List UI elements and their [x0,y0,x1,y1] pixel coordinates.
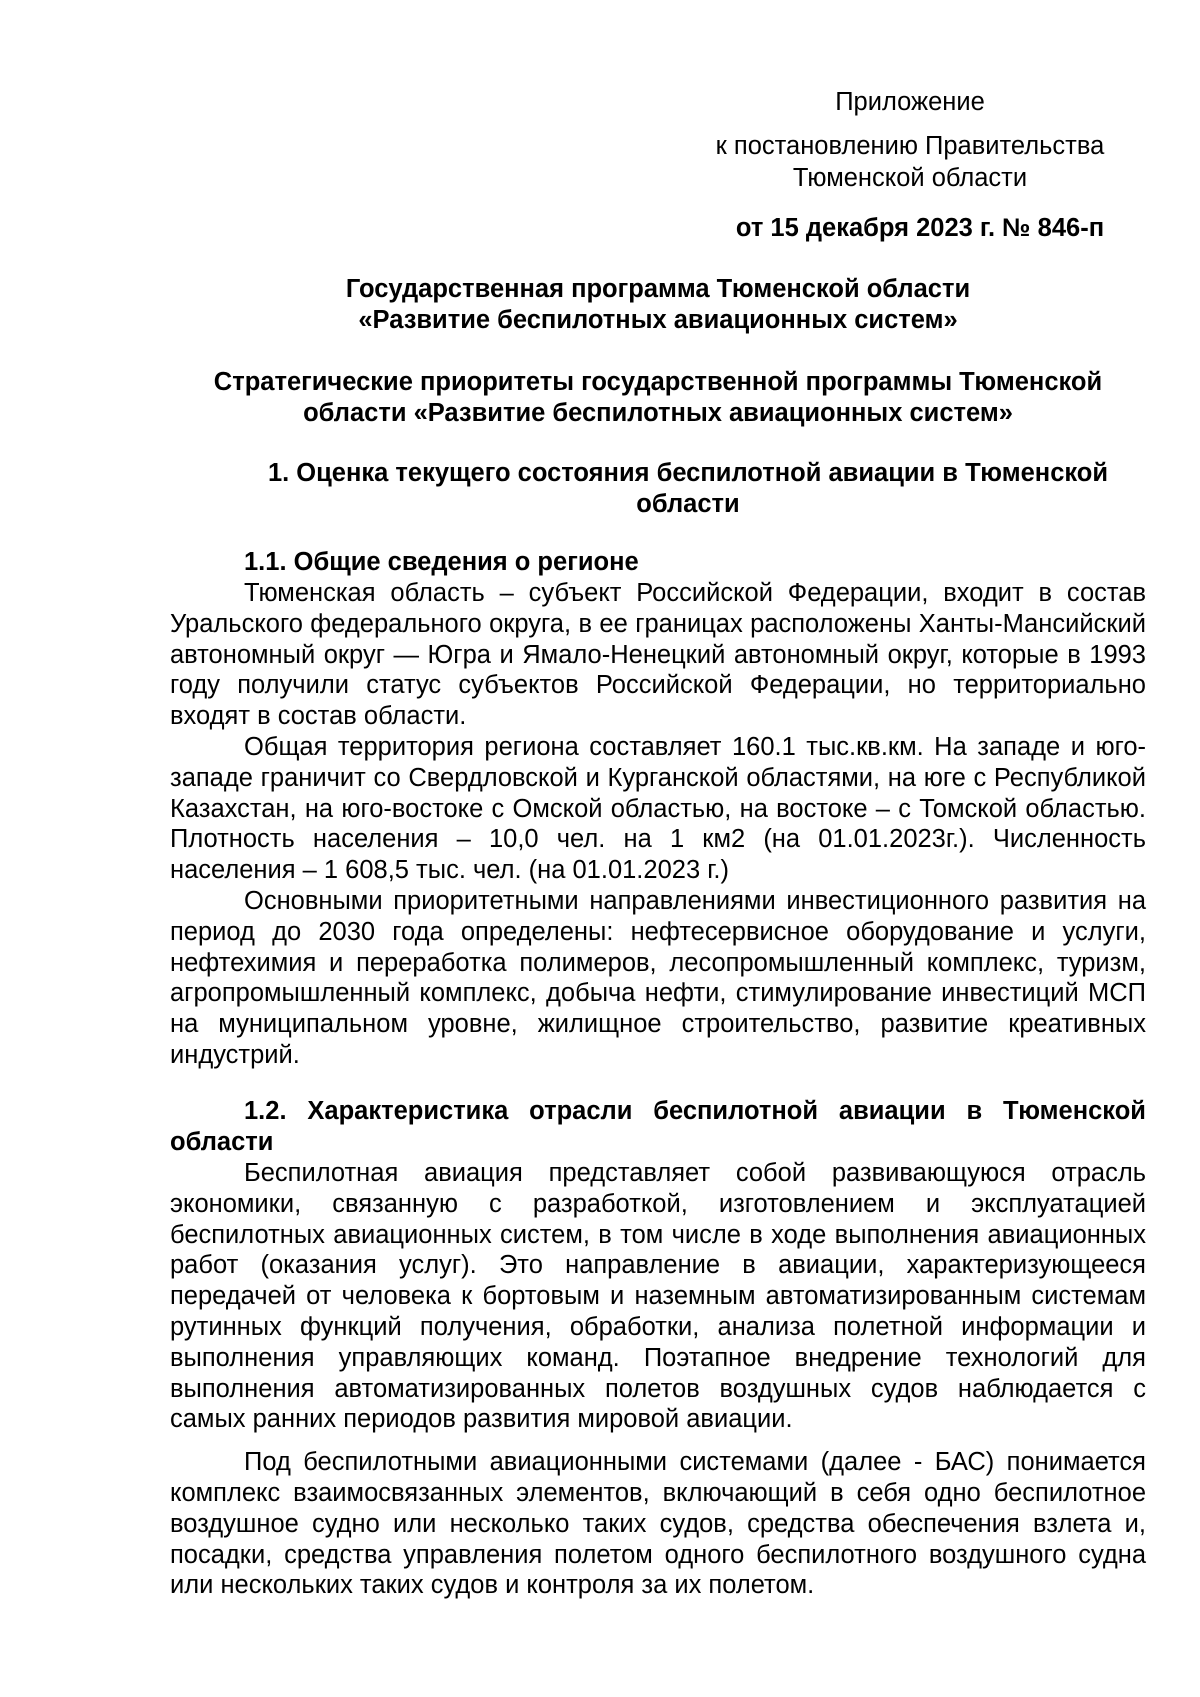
paragraph: Под беспилотными авиационными системами (далее - БАС) понимается комплекс взаимосвязанных элементов, включающий в себя одно беспилотное воздушное судно или несколько таких судов, средства обеспечения взлета и, посадки, средства управления полетом одного беспилотного воздушного судна или нескольких таких судов и контроля за их полетом. [170,1448,1146,1600]
resolution-line: Тюменской области [792,164,1028,192]
approval-block [700,86,1120,244]
paragraph: Беспилотная авиация представляет собой развивающуюся отрасль экономики, связанную с разработкой, изготовлением и эксплуатацией беспилотных авиационных систем, в том числе в ходе выполнения авиационных работ (оказания услуг). Это направление в авиации, характеризующееся передачей от человека к бортовым и наземным автоматизированным системам рутинных функций получения, обработки, анализа полетной информации и выполнения управляющих команд. Поэтапное внедрение технологий для выполнения автоматизированных полетов воздушных судов наблюдается с самых ранних периодов развития мировой авиации. [170,1159,1146,1434]
resolution-reference [700,130,1120,194]
paragraph: Тюменская область – субъект Российской Федерации, входит в состав Уральского федерального округа, в ее границах расположены Ханты-Мансийский автономный округ — Югра и Ямало-Ненецкий автономный округ, которые в 1993 году получили статус субъектов Российской Федерации, но территориально входят в состав области. [170,579,1146,731]
resolution-line: к постановлению Правительства [715,132,1105,160]
appendix-label: Приложение [835,88,985,116]
section-1-title: 1. Оценка текущего состояния беспилотной авиации в Тюменской области [267,459,1109,518]
subsection-1-2-text [170,1158,1146,1601]
priorities-title: Стратегические приоритеты государственной программы Тюменской области «Развитие беспилотных авиационных систем» [213,368,1103,427]
subsection-1-1-text [170,578,1146,1071]
program-title-line: «Развитие беспилотных авиационных систем» [358,305,958,334]
resolution-date-number: от 15 декабря 2023 г. № 846-п [735,214,1105,242]
program-title [170,274,1146,336]
subsection-1-2-title: 1.2. Характеристика отрасли беспилотной авиации в Тюменской области [170,1097,1146,1156]
paragraph: Общая территория региона составляет 160.1 тыс.кв.км. На западе и юго-западе граничит со Свердловской и Курганской областями, на юге с Республикой Казахстан, на юго-востоке с Омской областью, на востоке – с Томской областью. Плотность населения – 10,0 чел. на 1 км2 (на 01.01.2023г.). Численность населения – 1 608,5 тыс. чел. (на 01.01.2023 г.) [170,732,1146,885]
paragraph: Основными приоритетными направлениями инвестиционного развития на период до 2030 года определены: нефтесервисное оборудование и услуги, нефтехимия и переработка полимеров, лесопромышленный комплекс, туризм, агропромышленный комплекс, добыча нефти, стимулирование инвестиций МСП на муниципальном уровне, жилищное строительство, развитие креативных индустрий. [170,886,1146,1069]
subsection-1-1-title: 1.1. Общие сведения о регионе [244,548,639,576]
program-title-line: Государственная программа Тюменской области [345,275,971,303]
